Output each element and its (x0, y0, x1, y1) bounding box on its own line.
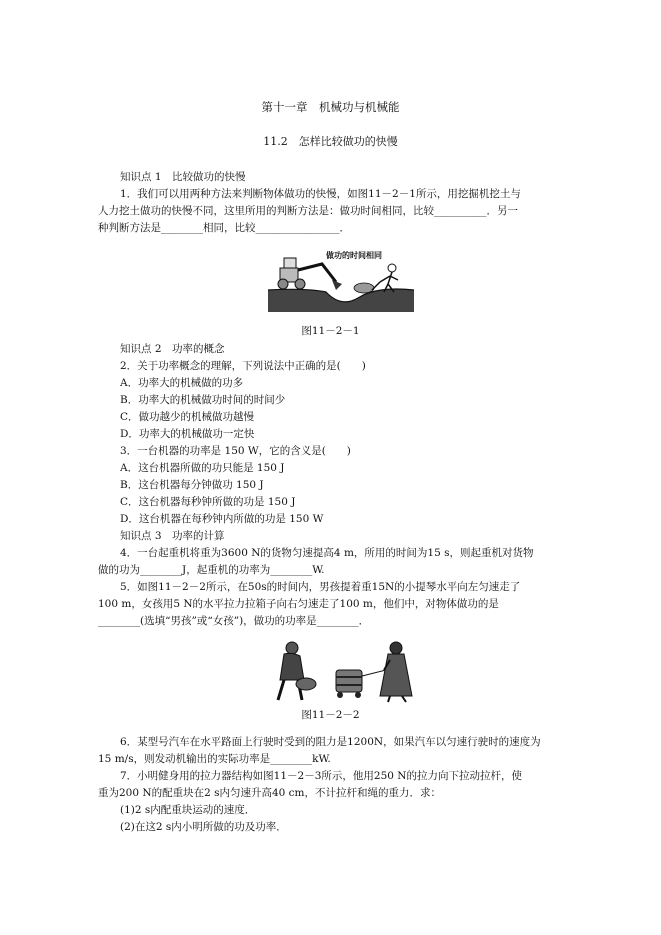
section-title: 11.2 怎样比较做功的快慢 (263, 135, 398, 148)
text-line: 6．某型号汽车在水平路面上行驶时受到的阻力是1200N，如果汽车以匀速行驶时的速度为 (120, 736, 541, 748)
text-line: 5．如图11－2－2所示，在50s的时间内，男孩提着重15N的小提琴水平向左匀速走了 (120, 581, 521, 593)
text-line: ________(选填“男孩”或“女孩”)，做功的功率是________． (98, 615, 370, 627)
figure-caption-1: 图11－2－1 (301, 325, 360, 337)
figure-boy-girl (270, 640, 420, 704)
text-line: (1)2 s内配重块运动的速度． (120, 804, 256, 816)
text-line: A．功率大的机械做的功多 (120, 377, 244, 389)
figure-caption-2: 图11－2－2 (301, 709, 360, 721)
text-line: 2．关于功率概念的理解，下列说法中正确的是( ) (120, 360, 366, 372)
text-line: A．这台机器所做的功只能是 150 J (120, 462, 285, 474)
text-line: 3．一台机器的功率是 150 W，它的含义是( ) (120, 445, 351, 457)
text-line: 4．一台起重机将重为3600 N的货物匀速提高4 m，所用的时间为15 s，则起重机对货物 (120, 547, 534, 559)
text-line: C．这台机器每秒钟所做的功是 150 J (120, 496, 296, 508)
text-line: 知识点 2 功率的概念 (120, 343, 225, 355)
text-line: 100 m，女孩用5 N的水平拉力拉箱子向右匀速走了100 m，他们中，对物体做功的是 (98, 598, 499, 610)
text-line: 15 m/s，则发动机输出的实际功率是________kW. (98, 753, 331, 765)
text-line: 重为200 N的配重块在2 s内匀速升高40 cm，不计拉杆和绳的重力．求： (98, 787, 442, 799)
text-line: 人力挖土做功的快慢不同，这里所用的判断方法是：做功时间相同，比较__________．另一 (98, 205, 518, 217)
text-line: (2)在这2 s内小明所做的功及功率． (120, 821, 287, 833)
figure-inner-label: 做功的时间相同 (326, 251, 382, 260)
text-line: B．这台机器每分钟做功 150 J (120, 479, 264, 491)
text-line: 做的功为________J，起重机的功率为________W. (98, 564, 325, 576)
text-line: 知识点 3 功率的计算 (120, 530, 225, 542)
text-line: 1．我们可以用两种方法来判断物体做功的快慢，如图11－2－1所示，用挖掘机挖土与 (120, 188, 521, 200)
chapter-title: 第十一章 机械功与机械能 (261, 100, 400, 114)
text-line: D．这台机器在每秒钟内所做的功是 150 W (120, 513, 324, 525)
text-line: B．功率大的机械做功时间的时间少 (120, 394, 286, 406)
figure-excavator (266, 246, 416, 314)
text-line: 种判断方法是________相同，比较________________． (98, 222, 350, 234)
text-line: 知识点 1 比较做功的快慢 (120, 171, 246, 183)
text-line: C．做功越少的机械做功越慢 (120, 411, 255, 423)
text-line: 7．小明健身用的拉力器结构如图11－2－3所示，他用250 N的拉力向下拉动拉杆，使 (120, 770, 522, 782)
text-line: D．功率大的机械做功一定快 (120, 428, 255, 440)
